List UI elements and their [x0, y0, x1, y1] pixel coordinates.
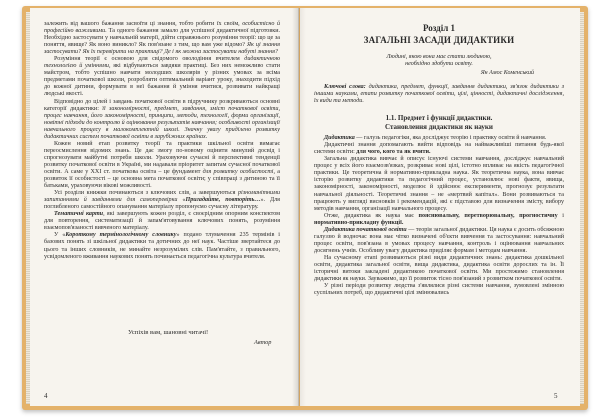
closing-greeting: Успіхів вам, шановні читачі! [128, 329, 209, 336]
text-run: « [177, 197, 186, 204]
epigraph-author: Ян Амос Коменський [480, 70, 534, 76]
text-run: На сучасному етапі розвиваються різні види дидактичних знань: дидактика дошкільної освіти, дидактика загальної освіти, вища дидактика, дидактика освіти дорослих та ін. Її історичні витоки закладені дидактикою початкової освіти. Ми простежимо становлення дидактики як науки. Зауважимо, що її розвиток тісно пов'язаний з розвитком початкової освіти. [314, 254, 564, 283]
text-run: Відповідно до цілей і завдань початкової освіти в підручнику розкриваються основні категорії дидактики: [44, 98, 280, 112]
text-run: Загальна дидактика вивчає й описує існуючі системи навчання, досліджує навчальний процес у всіх його взаємозв'язках, розкриває нові цілі, істотно впливає на якість педагогічної практики. Це теоретична й нормативно-прикладна наука. Як теоретична наука, вона вивчає історію розвитку дидактики та педагогічний процес, установлює нові факти, явища, закономірності, закономірності, моделює й здійснює експерименти, прогнозує результати навчальної діяльності. Теоретичні знання – не «мертвий капітал». Вони розвиваються та працюють у вигляді висновків і рекомендацій, які є підставою для визначення змісту, вибору методів навчання, організації навчального процесу. [314, 156, 564, 212]
text-run: » подано тлумачення 235 термінів і базових понять зі шкільної дидактики та дотичних до неї наук. Частіше звертайтеся до цього та інших словників, не минайте незрозумілих слів. Пам'ятайте, з правильного, усвідомленого вживання наукових понять починається педагогічна культура вчителя. [44, 232, 280, 260]
author-signature: Автор [254, 339, 272, 346]
text-run: Кожен новий етап розвитку теорії та практики шкільної освіти вимагає переосмислення відомих знань. Це дає змогу по-новому оцінити минулий досвід і спрогнозувати майбутні потреби школи. Ураховуючи сучасні й перспективні тенденції розвитку початкової освіти в Україні, ми надавали пріоритет запитам сучасної початкової освіти. А саме у XXI ст. початкова освіта – це фундамент [44, 140, 280, 175]
paragraph [314, 255, 564, 283]
text-run: — галузь педагогіки, яка досліджує теорію і практику освіти й навчання. [354, 135, 547, 142]
text-run: — теорія загальної дидактики. Ця наука є досить обсяжною галуззю й водночас вона має чітко визначені об'єкти вивчення та застосування: навчальний процес освіти, пов'язана в умовах процесу навчання, контроль і оцінювання навчальних досягнень учнів. Особливу увагу дидактика приділяє формам і методам навчання. [314, 226, 564, 254]
right-page [300, 8, 580, 406]
paragraph [314, 227, 564, 255]
page-number-right: 5 [554, 392, 558, 400]
text-run: Як ці знання застосувати? Як їх перевірити на практиці? Де і як можна застосувати набуті знання? [44, 42, 280, 56]
left-page [30, 8, 299, 406]
text-run: Отже, дидактика як наука має [324, 212, 419, 219]
text-run: ». Для поглибленого самостійного опанування матеріалу пропонуємо сучасну літературу. [44, 197, 280, 211]
epigraph [314, 54, 564, 68]
left-page-text [44, 21, 280, 261]
paragraph [44, 56, 280, 98]
paragraph [44, 211, 280, 232]
text-run: У « [54, 232, 66, 239]
page-number-left: 4 [44, 392, 48, 400]
paragraph [44, 99, 280, 141]
text-run: і [557, 212, 564, 219]
text-run: , а розвиток її особистості – це основна мета початкової освіти; у співпраці з дитиною та її батьками, ураховуючи вікові можливості. [44, 168, 280, 190]
page-edges-right [580, 12, 584, 404]
right-page-text [314, 135, 564, 297]
text-run: дидактичною технологією й уміннями, [44, 56, 280, 70]
text-run: залежить від вашого бажання засвоїти ці знання, тобто робити їх своїм, [44, 21, 243, 27]
text-run: для розвитку особистості [202, 168, 274, 175]
text-run: нормативно-прикладну функції. [314, 219, 404, 226]
epigraph-line: Людині, якою вона має стати людиною, [386, 54, 492, 60]
right-page-content [314, 20, 564, 297]
keywords-paragraph [314, 84, 564, 105]
text-run: Та одного бажання замало для успішної дидактичної підготовки. Необхідно застосувати у навчальній матерії, дійти справжнього розуміння теорії: що це за поняття, явище? Як воно виникло? Як пов'язане з тим, що вам уже відомо? [44, 28, 280, 49]
book-gutter [292, 8, 306, 406]
text-run: , які завершують кожен розділ, є своєрідним опорним конспектом для повторення, систематизації й запам'ятовування ключових понять, розуміння взаємопов'язаності вивченого матеріалу. [44, 211, 280, 232]
text-run: У різні періоди розвитку людства з'являлися різні системи навчання, зумовлені змінною суспільних потреб, що дидактичні цілі змінювались [314, 283, 564, 297]
text-run: різноманітними запитаннями й завданнями для самоперевірки [44, 190, 280, 204]
text-run: пояснювальну, перетворювальну, прогностичну [418, 212, 558, 219]
paragraph [314, 156, 564, 212]
paragraph [44, 190, 280, 211]
text-run: особистісно й професійно важливими. [44, 21, 280, 35]
paragraph [44, 232, 280, 260]
text-run: Дидактика [324, 135, 355, 142]
epigraph-line: необхідно здобути освіту. [405, 61, 473, 67]
paragraph [314, 283, 564, 297]
text-run: для чого, кого та як вчити. [356, 149, 431, 156]
text-run: Тематичні карти [54, 211, 104, 218]
paragraph [314, 213, 564, 227]
text-run: Короткому термінологічному словнику [65, 232, 177, 239]
text-run: Дидактичні знання допомагають вийти відповідь на найважливіші питання будь-якої системи освіти: [314, 142, 564, 156]
text-run: Розуміння теорії є основою для свідомого оволодіння вчителем [54, 56, 245, 63]
section-subheading: Становлення дидактики як науки [385, 123, 493, 132]
section-heading: 1.1. Предмет і функції дидактики. [385, 114, 493, 123]
text-run: Ключові слова: [324, 84, 366, 90]
chapter-label: Розділ 1 [422, 23, 456, 33]
text-run: її закономірності, предмет, завдання, зміст початкової освіти, процес навчання, його закономірності, принципи, методи, технології, форми організації, новітні підходи до контролю й оцінювання результатів навчання; особливості організації навчального процесу в малокомплектній школі. Значну увагу приділено розвитку дидактичних систем початкової освіти в зарубіжних країнах. [44, 105, 280, 140]
text-run: дидактика, предмет, функції, завдання дидактики, зв'язок дидактики з іншими науками, етапи розвитку початкової освіти, цілі, цінності, дидактичні дослідження, їх види та методи. [314, 84, 564, 105]
paragraph [314, 142, 564, 156]
text-run: Пригадайте, повторіть… [185, 197, 261, 204]
text-run: Дидактика початкової освіти [324, 226, 407, 233]
paragraph [44, 141, 280, 190]
text-run: які відбуваються завдяки практиці. Без них неможливо стати майстром, тобто успішно навчати молодших школярів у різних умовах за всіма предметами початкової школи, розробляти оптимальний варіант уроку, знаходити підхід до кожної дитини, формувати в неї бажання й уміння вчитися, розвивати найкращі людські якості. [44, 63, 280, 98]
paragraph [44, 21, 280, 56]
chapter-title: ЗАГАЛЬНІ ЗАСАДИ ДИДАКТИКИ [363, 35, 515, 45]
text-run: Усі розділи книжки починаються з ключових слів, а завершуються [54, 190, 238, 197]
